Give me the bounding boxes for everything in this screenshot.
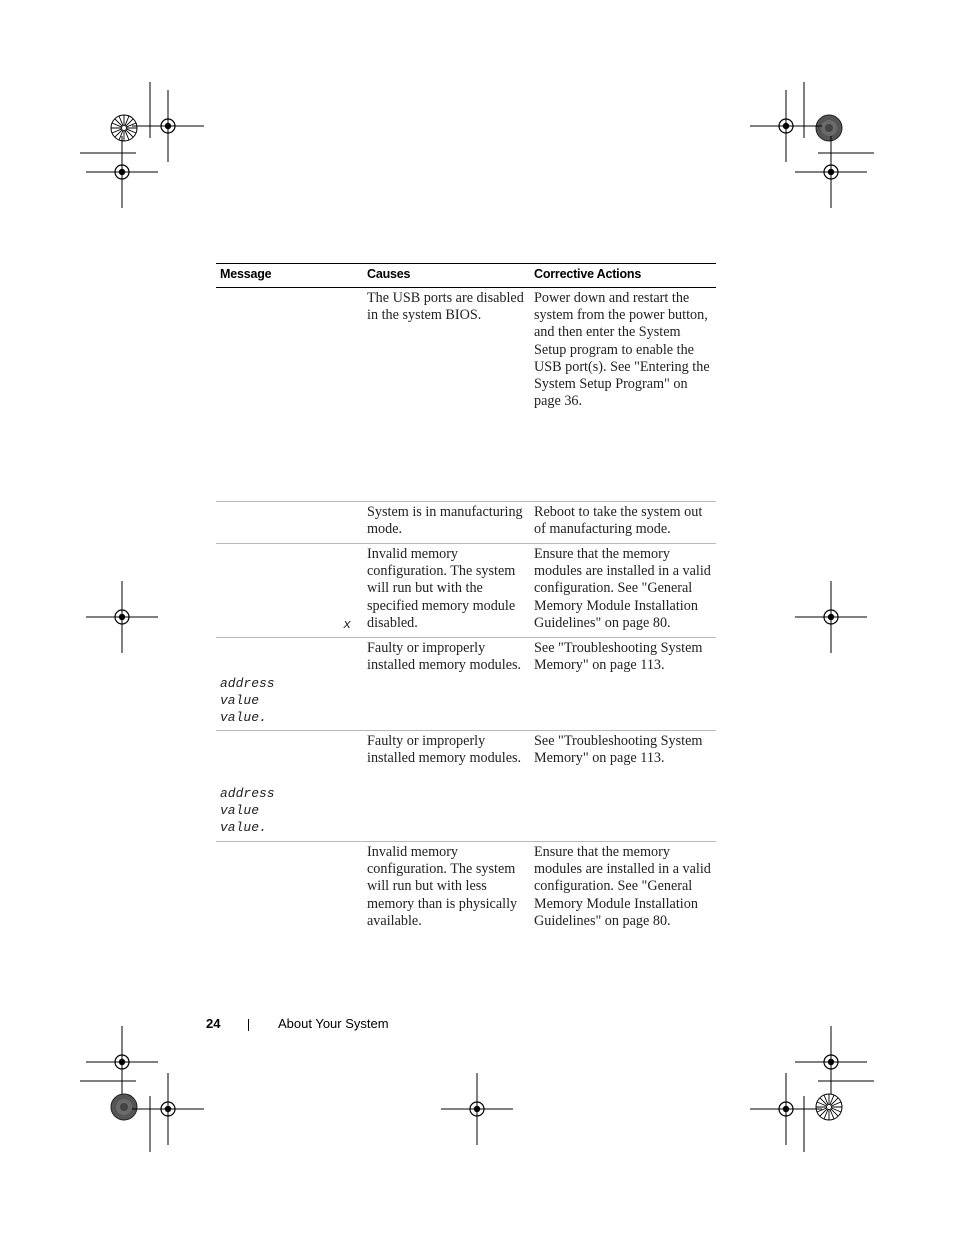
action-cell: Reboot to take the system out of manufacturing mode.	[534, 504, 703, 538]
cause-cell: Invalid memory configuration. The system will run but with the specified memory module disabled.	[367, 546, 516, 631]
message-cell	[216, 502, 363, 544]
cause-cell: The USB ports are disabled in the system BIOS.	[367, 290, 524, 324]
table-row	[216, 731, 716, 842]
message-variable: value.	[220, 710, 267, 726]
crosshair-icon	[86, 581, 158, 653]
message-variable: address	[220, 676, 275, 691]
action-cell: Ensure that the memory modules are installed in a valid configuration. See "General Memory Module Installation Guidelines" on page 80.	[534, 844, 711, 929]
message-variable: value	[220, 693, 260, 709]
table-row	[216, 288, 716, 502]
message-cell	[216, 544, 363, 638]
crosshair-icon	[750, 90, 822, 162]
crosshair-icon	[86, 136, 158, 208]
message-cell	[216, 288, 363, 502]
table-row	[216, 544, 716, 638]
message-variable: x	[343, 617, 351, 632]
cause-cell: Faulty or improperly installed memory modules.	[367, 640, 522, 674]
dark-disc-icon	[111, 1094, 137, 1120]
action-cell: See "Troubleshooting System Memory" on page 113.	[534, 733, 703, 767]
crosshair-icon	[86, 1026, 158, 1098]
starburst-icon	[816, 1094, 842, 1120]
crosshair-icon	[750, 1073, 822, 1145]
cause-cell: System is in manufacturing mode.	[367, 504, 523, 538]
cause-cell: Invalid memory configuration. The system will run but with less memory than is physically available.	[367, 844, 518, 929]
message-cell	[216, 731, 363, 842]
header-corrective-actions: Corrective Actions	[534, 267, 642, 281]
message-variable: address	[220, 786, 275, 801]
dark-disc-icon	[816, 115, 842, 141]
message-variable: value	[220, 803, 260, 819]
table-row	[216, 638, 716, 731]
crosshair-icon	[795, 1026, 867, 1098]
message-variable: value.	[220, 820, 267, 836]
starburst-icon	[111, 115, 137, 141]
header-causes: Causes	[367, 267, 411, 281]
messages-table-container	[216, 263, 716, 937]
table-row	[216, 842, 716, 937]
footer-divider	[248, 1019, 249, 1031]
message-cell	[216, 638, 363, 731]
crosshair-icon	[795, 136, 867, 208]
action-cell: Power down and restart the system from the power button, and then enter the System Setup program to enable the USB port(s). See "Entering the System Setup Program" on page 36.	[534, 290, 710, 410]
page-number: 24	[206, 1016, 221, 1031]
crosshair-icon	[795, 581, 867, 653]
action-cell: See "Troubleshooting System Memory" on page 113.	[534, 640, 703, 674]
crosshair-icon	[441, 1073, 513, 1145]
crosshair-icon	[132, 1073, 204, 1145]
table-header-row	[216, 264, 716, 288]
table-row	[216, 502, 716, 544]
action-cell: Ensure that the memory modules are installed in a valid configuration. See "General Memory Module Installation Guidelines" on page 80.	[534, 546, 711, 631]
header-message: Message	[220, 267, 272, 281]
messages-table	[216, 263, 716, 937]
section-title: About Your System	[278, 1016, 389, 1031]
message-cell	[216, 842, 363, 937]
crosshair-icon	[132, 90, 204, 162]
cause-cell: Faulty or improperly installed memory modules.	[367, 733, 522, 767]
